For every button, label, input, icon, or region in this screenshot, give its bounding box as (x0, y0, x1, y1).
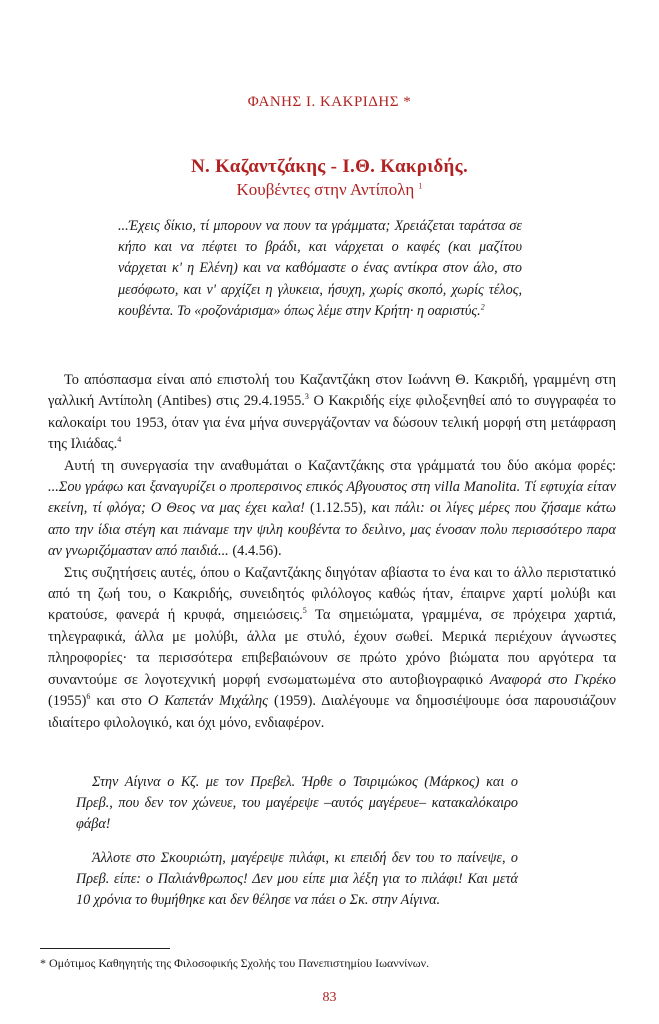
subtitle-text: Κουβέντες στην Αντίπολη (236, 180, 415, 199)
note-quotes (76, 772, 518, 923)
text-span: (4.4.56). (228, 543, 282, 560)
paragraph (48, 370, 616, 456)
note-quote: Στην Αίγινα ο Κζ. με τον Πρεβελ. Ήρθε ο Τσιριμώκος (Μάρκος) και ο Πρεβ., που δεν τον χώνευε, του μαγέρεψε –αυτός μαγέρευε– κατακαλόκαιρο φάβα! (76, 774, 518, 833)
article-title: Ν. Καζαντζάκης - Ι.Θ. Κακριδής. (190, 156, 469, 177)
book-title: Ο Καπετάν Μιχάλης (147, 693, 268, 710)
text-span: Αυτή τη συνεργασία την αναθυμάται ο Καζαντζάκης στα γράμματά του δύο ακόμα φορές: (64, 457, 616, 474)
footnote-marker: 5 (302, 606, 307, 616)
quoted-text: ...Σου γράφω και ξαναγυρίζει ο προπερσινος επικός Αβγουστος στη villa Manolita. Τί εφτυχία είταν εκείνη, τί φλόγα; Ο Θεος να μας έχει καλα! (48, 479, 616, 517)
text-span: Τα σημειώματα, γραμμένα, σε πρόχειρα χαρτιά, τηλεγραφικά, άλλα με μολύβι, άλλα με στυλό, έχουν σωθεί. Μερικά περιέχουν άγνωστες πληροφορίες· τα περισσότερα επιβεβαιώνουν σε πρώτο χρόνο βιώματα που αργότερα τα συναντούμε σε λογοτεχνική μορφή ενσωματωμένα στο αυτοβιογραφικό (48, 607, 616, 688)
text-span: και στο (90, 693, 148, 710)
footnote-marker: 1 (418, 181, 423, 191)
footnote-divider (40, 948, 170, 949)
author-name: ΦΑΝΗΣ Ι. ΚΑΚΡΙΔΗΣ * (247, 94, 412, 110)
body-text (48, 370, 616, 734)
footnote: * Ομότιμος Καθηγητής της Φιλοσοφικής Σχολής του Πανεπιστημίου Ιωαννίνων. (40, 956, 430, 970)
book-title: Αναφορά στο Γκρέκο (489, 671, 616, 688)
text-span: Το απόσπασμα είναι από επιστολή του Καζαντζάκη στον Ιωάννη Θ. Κακριδή, γραμμένη στη γαλλική Αντίπολη (Antibes) στις 29.4.1955. (48, 372, 616, 410)
footnote-marker: 3 (304, 392, 309, 402)
quoted-text: και πάλι: οι λίγες μέρες που ζήσαμε κάτω απο την ίδια στέγη και πιάναμε την ψιλη κουβέντα το δειλινο, μας ένοσαν πολυ περισσότερο παρα αν γνωριζόμασταν από παιδιά... (48, 500, 617, 560)
paragraph (48, 456, 616, 563)
article-subtitle (0, 180, 659, 200)
text-span: Στις συζητήσεις αυτές, όπου ο Καζαντζάκης διηγόταν αβίαστα το ένα και το άλλο περιστατικό από τη ζωή του, ο Κακριδής, συνειδητός φιλόλογος καθώς ήταν, έπαιρνε χαρτί μολύβι και κρατούσε, φανερά ή κρυφά, σημειώσεις. (48, 564, 616, 624)
page-number: 83 (322, 990, 337, 1005)
paragraph (48, 563, 616, 734)
footnote-marker: 4 (117, 435, 122, 445)
epigraph-text: ...Έχεις δίκιο, τί μπορουν να πουν τα γράμματα; Χρειάζεται ταράτσα σε κήπο και να πέφτει το βράδι, και νάρχεται ο καφές (και μαζίτου νάρχεται κ' η Ελένη) και να καθόμαστε ο ένας αντίκρα στον άλο, στο μεσόφωτο, και ν' αρχίζει η γλυκεια, ήσυχη, χωρίς σκοπό, χωρίς τέλος, κουβέντα. Το «ροζονάρισμα» όπως λέμε στην Κρήτη· η οαριστύς. (118, 218, 522, 319)
text-span: (1955) (48, 693, 87, 710)
note-quote: Άλλοτε στο Σκουριώτη, μαγέρεψε πιλάφι, κι επειδή δεν του το παίνεψε, ο Πρεβ. είπε: ο Παλιάνθρωπος! Δεν μου είπε μια λέξη για το πιλάφι! Και μετά 10 χρόνια το θυμήθηκε και δεν θέλησε να πάει ο Σκ. στην Αίγινα. (76, 849, 518, 909)
text-span: (1.12.55), (304, 500, 372, 517)
text-span: (1959). Διαλέγουμε να δημοσιέψουμε όσα παρουσιάζουν ιδιαίτερο φιλολογικό, και όχι μόνο, ενδιαφέρον. (48, 693, 617, 731)
footnote-marker: 6 (86, 692, 91, 702)
epigraph (118, 216, 522, 322)
text-span: Ο Κακριδής είχε φιλοξενηθεί από το συγγραφέα το καλοκαίρι του 1953, όταν για ένα μήνα συνεργάζονταν να δώσουν τελική μορφή στη μετάφραση της Ιλιάδας. (48, 393, 616, 453)
footnote-marker: 2 (480, 302, 485, 312)
